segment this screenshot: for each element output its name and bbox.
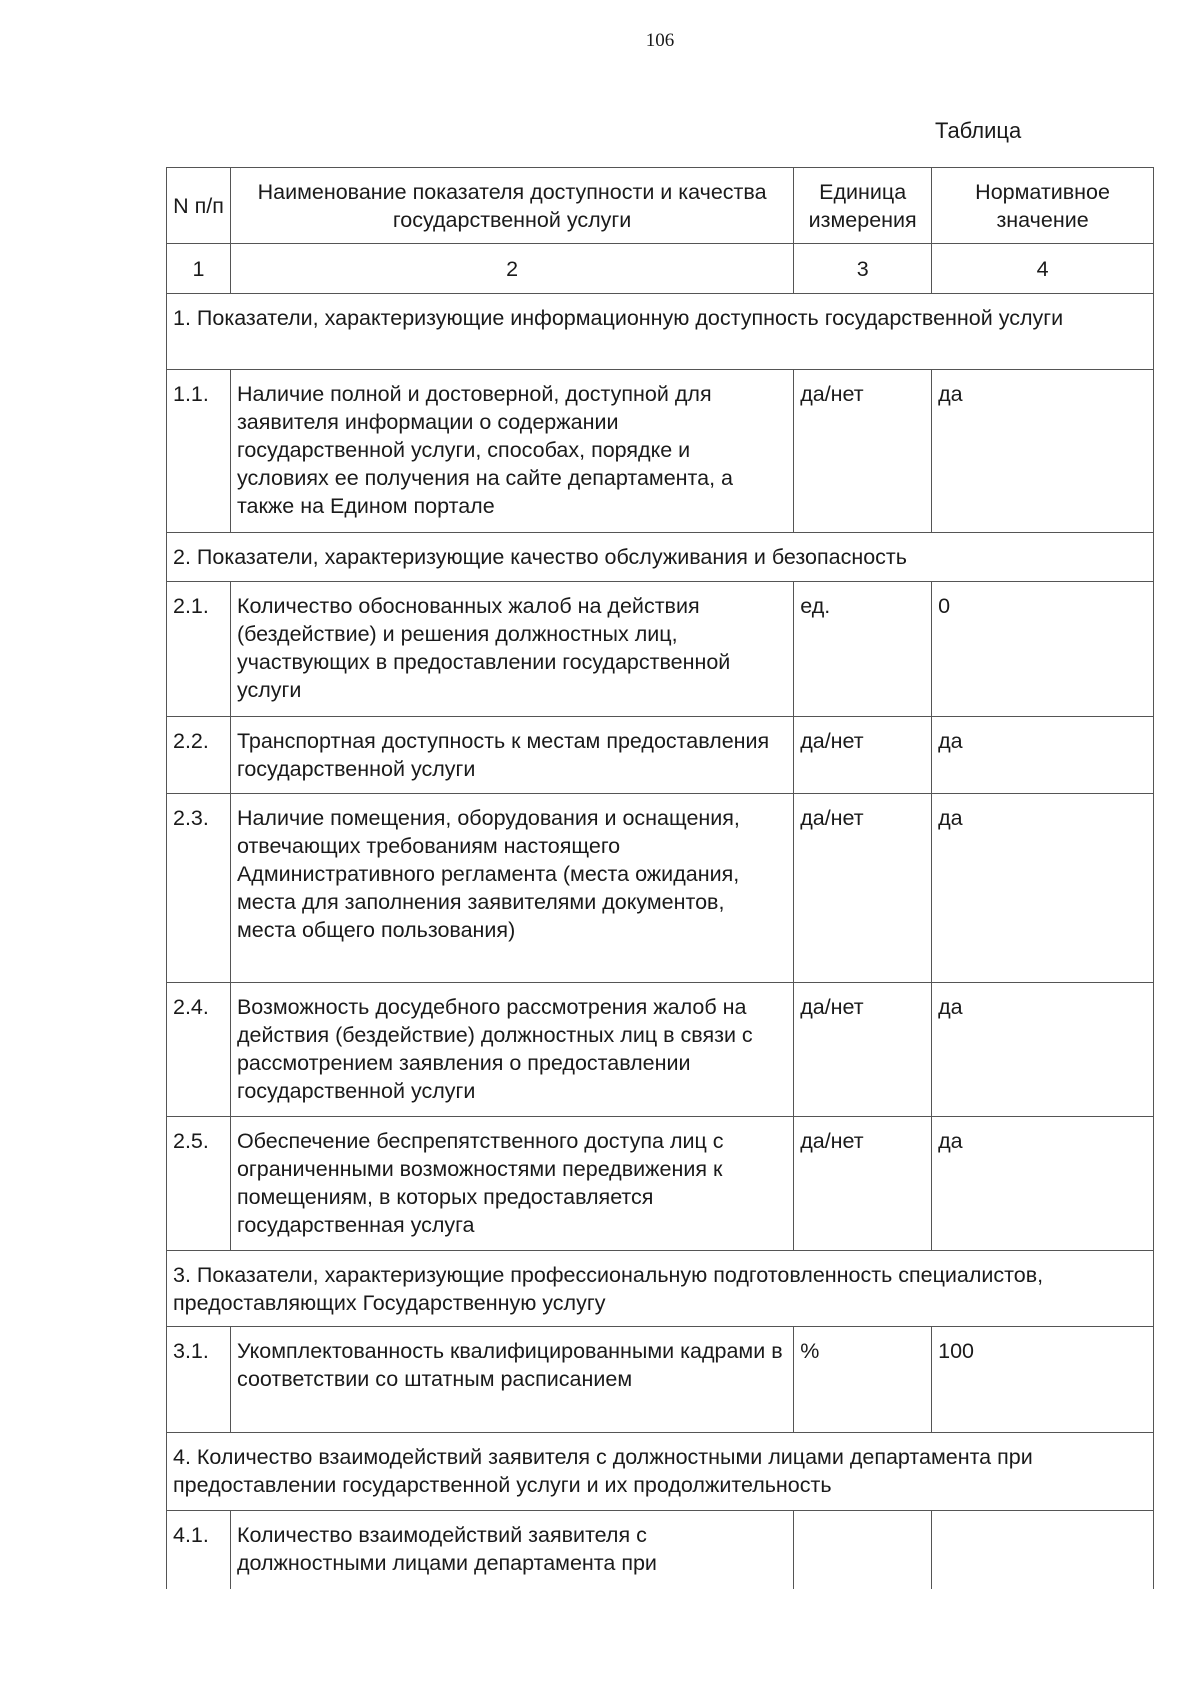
section-title: 1. Показатели, характеризующие информационную доступность государственной услуги: [167, 294, 1154, 370]
item-unit: да/нет: [794, 370, 932, 533]
section-title: 3. Показатели, характеризующие профессиональную подготовленность специалистов, предоставляющих Государственную услугу: [167, 1251, 1154, 1327]
item-number: 2.4.: [167, 983, 231, 1117]
item-number: 2.2.: [167, 717, 231, 794]
item-name: Возможность досудебного рассмотрения жалоб на действия (бездействие) должностных лиц в связи с рассмотрением заявления о предоставлении государственной услуги: [230, 983, 793, 1117]
table-row: [167, 983, 1154, 1117]
item-name: Транспортная доступность к местам предоставления государственной услуги: [230, 717, 793, 794]
item-unit: [794, 1511, 932, 1589]
section-row: [167, 533, 1154, 582]
table-row: [167, 794, 1154, 983]
item-unit: да/нет: [794, 1117, 932, 1251]
item-unit: да/нет: [794, 983, 932, 1117]
item-number: 4.1.: [167, 1511, 231, 1589]
item-value: да: [932, 1117, 1154, 1251]
header-value: Нормативное значение: [932, 168, 1154, 244]
item-name: Обеспечение беспрепятственного доступа лиц с ограниченными возможностями передвижения к помещениям, в которых предоставляется государственная услуга: [230, 1117, 793, 1251]
section-row: [167, 1251, 1154, 1327]
table-row: [167, 717, 1154, 794]
item-value: 100: [932, 1327, 1154, 1433]
column-number-row: [167, 244, 1154, 294]
table-row: [167, 1511, 1154, 1589]
item-number: 3.1.: [167, 1327, 231, 1433]
item-number: 2.5.: [167, 1117, 231, 1251]
item-value: [932, 1511, 1154, 1589]
item-number: 2.3.: [167, 794, 231, 983]
column-number: 1: [167, 244, 231, 294]
table-row: [167, 370, 1154, 533]
section-title: 4. Количество взаимодействий заявителя с должностными лицами департамента при предоставлении государственной услуги и их продолжительность: [167, 1433, 1154, 1511]
table-row: [167, 1117, 1154, 1251]
page-number: 106: [645, 30, 675, 51]
item-number: 1.1.: [167, 370, 231, 533]
header-row: [167, 168, 1154, 244]
item-value: да: [932, 717, 1154, 794]
table-row: [167, 582, 1154, 717]
column-number: 2: [230, 244, 793, 294]
item-unit: ед.: [794, 582, 932, 717]
section-row: [167, 1433, 1154, 1511]
table-row: [167, 1327, 1154, 1433]
item-value: 0: [932, 582, 1154, 717]
column-number: 3: [794, 244, 932, 294]
item-unit: да/нет: [794, 717, 932, 794]
header-unit: Единица измерения: [794, 168, 932, 244]
section-title: 2. Показатели, характеризующие качество обслуживания и безопасность: [167, 533, 1154, 582]
item-value: да: [932, 370, 1154, 533]
item-value: да: [932, 794, 1154, 983]
table-caption: Таблица: [935, 118, 1022, 143]
section-row: [167, 294, 1154, 370]
item-number: 2.1.: [167, 582, 231, 717]
item-unit: да/нет: [794, 794, 932, 983]
item-name: Количество обоснованных жалоб на действия (бездействие) и решения должностных лиц, участвующих в предоставлении государственной услуги: [230, 582, 793, 717]
column-number: 4: [932, 244, 1154, 294]
header-name: Наименование показателя доступности и качества государственной услуги: [230, 168, 793, 244]
item-name: Наличие полной и достоверной, доступной для заявителя информации о содержании государственной услуги, способах, порядке и условиях ее получения на сайте департамента, а также на Едином портале: [230, 370, 793, 533]
item-name: Наличие помещения, оборудования и оснащения, отвечающих требованиям настоящего Административного регламента (места ожидания, места для заполнения заявителями документов, места общего пользования): [230, 794, 793, 983]
item-name: Укомплектованность квалифицированными кадрами в соответствии со штатным расписанием: [230, 1327, 793, 1433]
item-name: Количество взаимодействий заявителя с должностными лицами департамента при: [230, 1511, 793, 1589]
item-unit: %: [794, 1327, 932, 1433]
header-num: N п/п: [167, 168, 231, 244]
item-value: да: [932, 983, 1154, 1117]
indicators-table: [166, 167, 1154, 1589]
